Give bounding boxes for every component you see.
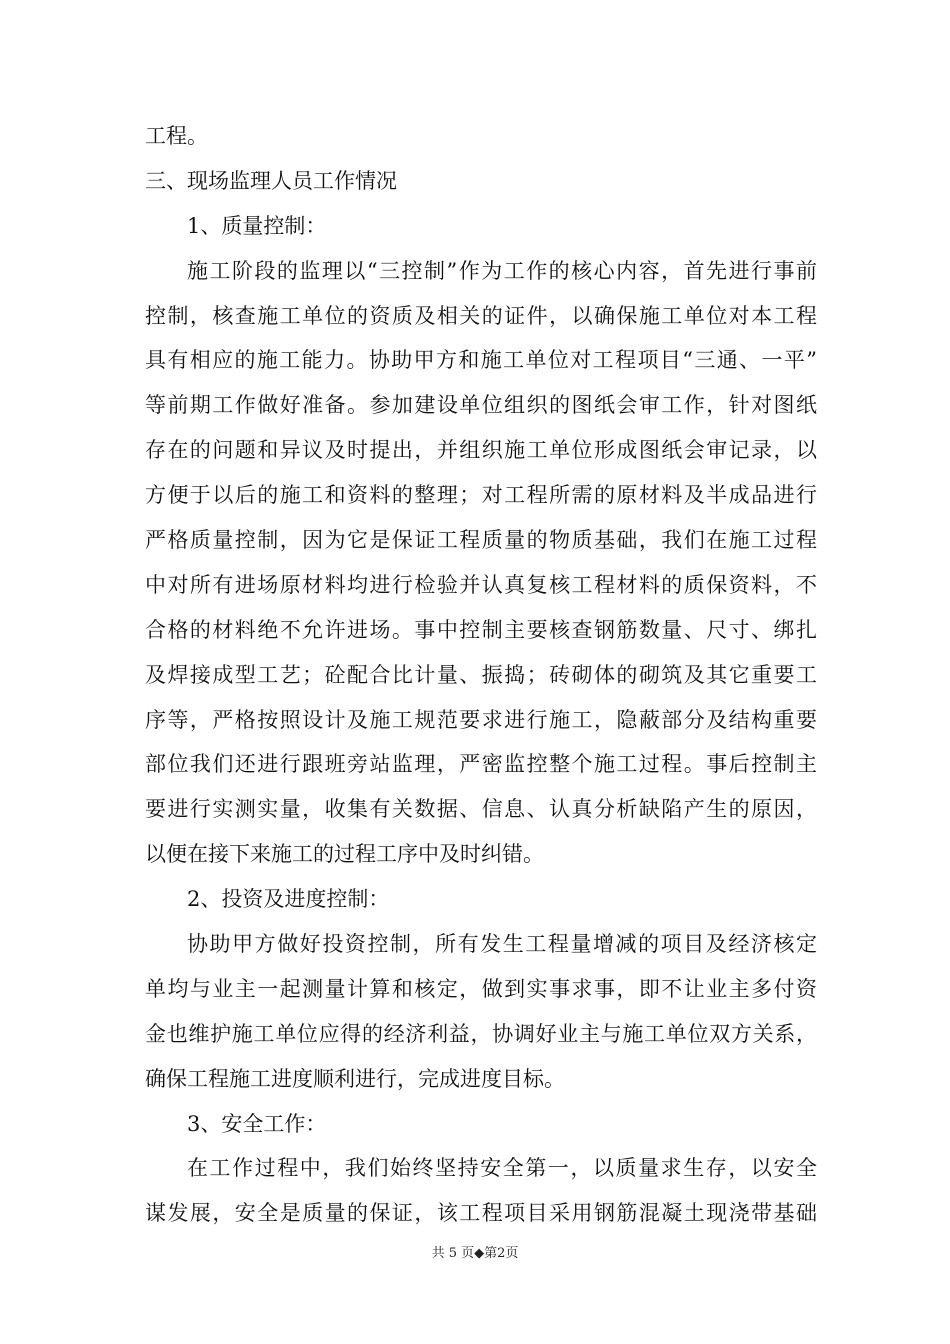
text-line: 中对所有进场原材料均进行检验并认真复核工程材料的质保资料，不	[145, 572, 817, 597]
text-line: 金也维护施工单位应得的经济利益，协调好业主与施工单位双方关系，	[145, 1021, 817, 1046]
text-line: 3、安全工作：	[187, 1111, 327, 1136]
text-line: 工程。	[145, 124, 208, 148]
text-line: 施工阶段的监理以“三控制”作为工作的核心内容，首先进行事前	[187, 258, 817, 283]
text-line: 谋发展，安全是质量的保证，该工程项目采用钢筋混凝土现浇带基础	[145, 1201, 817, 1226]
text-line: 确保工程施工进度顺利进行，完成进度目标。	[145, 1066, 565, 1091]
page-footer: 共 5 页◆第2页	[431, 1246, 519, 1261]
text-line: 存在的问题和异议及时提出，并组织施工单位形成图纸会审记录，以	[145, 438, 817, 463]
text-line: 严格质量控制，因为它是保证工程质量的物质基础，我们在施工过程	[145, 528, 817, 553]
text-line: 单均与业主一起测量计算和核定，做到实事求事，即不让业主多付资	[145, 976, 817, 1001]
text-line: 控制，核查施工单位的资质及相关的证件，以确保施工单位对本工程	[145, 303, 817, 328]
text-line: 合格的材料绝不允许进场。事中控制主要核查钢筋数量、尺寸、绑扎	[145, 617, 817, 642]
text-line: 要进行实测实量，收集有关数据、信息、认真分析缺陷产生的原因，	[145, 797, 817, 822]
text-line: 部位我们还进行跟班旁站监理，严密监控整个施工过程。事后控制主	[145, 752, 817, 777]
text-line: 1、质量控制：	[187, 213, 327, 238]
text-line: 及焊接成型工艺；砼配合比计量、振捣；砖砌体的砌筑及其它重要工	[145, 662, 817, 687]
text-line: 在工作过程中，我们始终坚持安全第一，以质量求生存，以安全	[187, 1156, 817, 1181]
text-line: 协助甲方做好投资控制，所有发生工程量增减的项目及经济核定	[187, 932, 817, 957]
text-line: 以便在接下来施工的过程工序中及时纠错。	[145, 842, 544, 867]
text-line: 方便于以后的施工和资料的整理；对工程所需的原材料及半成品进行	[145, 483, 817, 508]
text-line: 等前期工作做好准备。参加建设单位组织的图纸会审工作，针对图纸	[145, 393, 817, 418]
text-line: 2、投资及进度控制：	[187, 887, 390, 912]
text-line: 具有相应的施工能力。协助甲方和施工单位对工程项目“三通、一平”	[145, 348, 817, 373]
document-body	[145, 114, 817, 1236]
text-line: 序等，严格按照设计及施工规范要求进行施工，隐蔽部分及结构重要	[145, 707, 817, 732]
text-line: 三、现场监理人员工作情况	[145, 168, 397, 193]
